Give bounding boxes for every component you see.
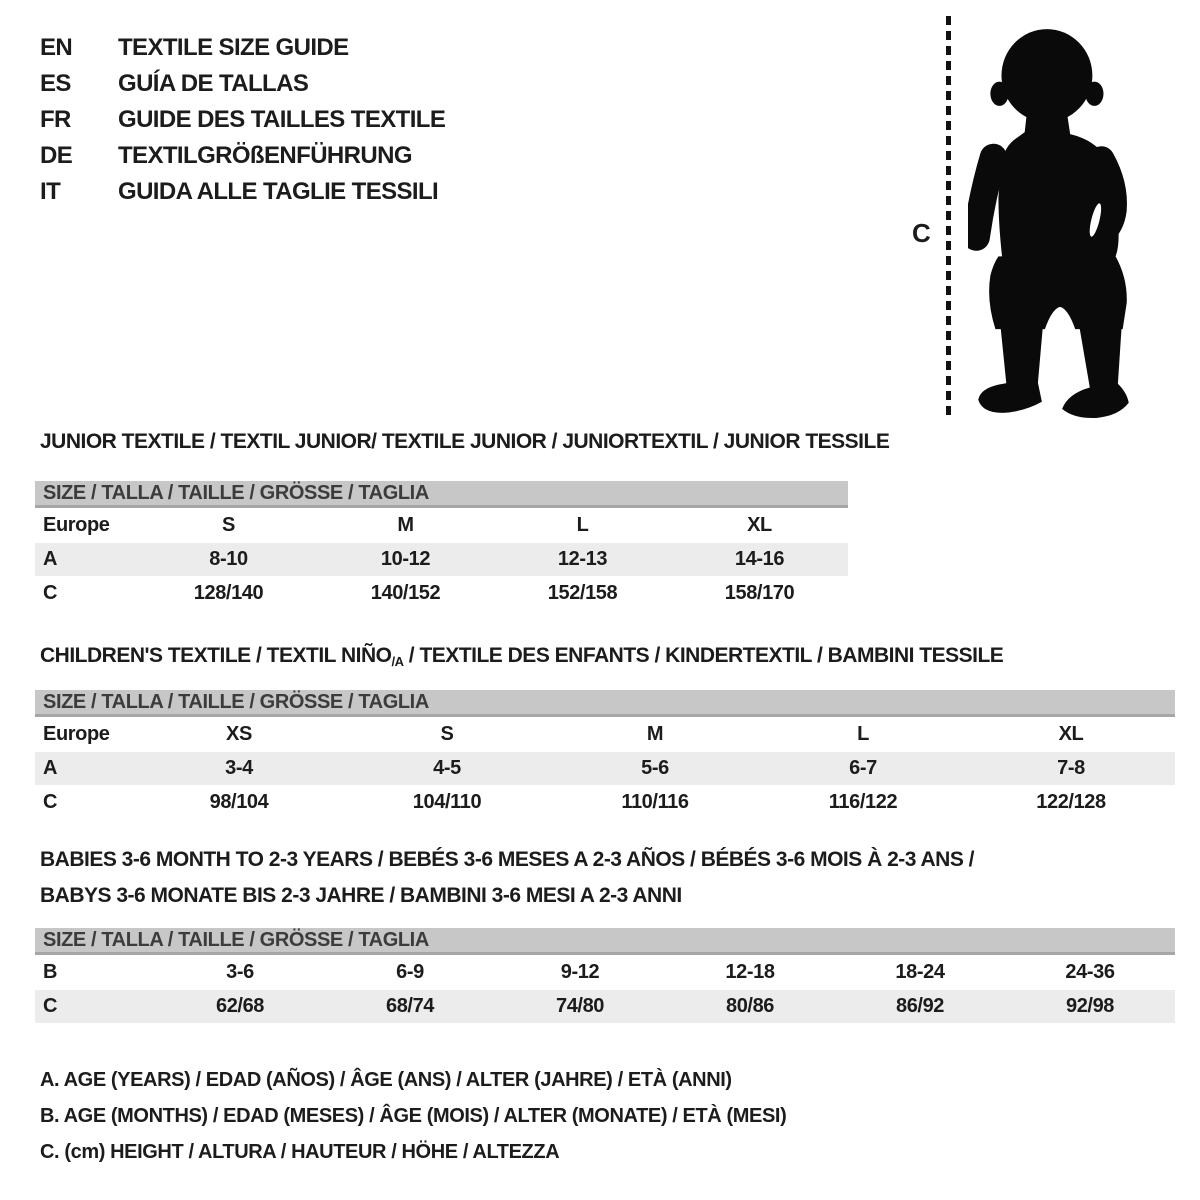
language-code: IT [40, 178, 61, 205]
language-title: TEXTILE SIZE GUIDE [118, 34, 349, 61]
height-cell: 80/86 [725, 995, 775, 1017]
size-cell: M [397, 514, 414, 536]
footnote-c: C. (cm) HEIGHT / ALTURA / HAUTEUR / HÖHE / ALTEZZA [40, 1141, 560, 1163]
language-row [40, 102, 445, 138]
size-cell: L [857, 723, 869, 745]
footnote-b: B. AGE (MONTHS) / EDAD (MESES) / ÂGE (MOIS) / ALTER (MONATE) / ETÀ (MESI) [40, 1105, 787, 1127]
footnote-a: A. AGE (YEARS) / EDAD (AÑOS) / ÂGE (ANS) / ALTER (JAHRE) / ETÀ (ANNI) [40, 1069, 732, 1091]
height-cell: 128/140 [193, 582, 264, 604]
age-cell: 7-8 [1057, 757, 1085, 779]
height-cell: 104/110 [412, 791, 482, 813]
toddler-silhouette-image [968, 18, 1140, 422]
language-code: FR [40, 106, 71, 133]
row-label: A [43, 548, 58, 570]
children-title-post: / TEXTILE DES ENFANTS / KINDERTEXTIL / BAMBINI TESSILE [403, 644, 1004, 667]
language-code: DE [40, 142, 73, 169]
age-cell: 10-12 [380, 548, 431, 570]
language-row [40, 30, 445, 66]
age-cell: 14-16 [734, 548, 785, 570]
row-label: C [43, 582, 58, 604]
row-label: B [43, 961, 58, 983]
age-cell: 12-13 [557, 548, 608, 570]
row-label: Europe [43, 514, 110, 536]
age-cell: 4-5 [433, 757, 461, 779]
size-cell: XL [747, 514, 772, 536]
height-cell: 74/80 [555, 995, 605, 1017]
babies-size-header-bar: SIZE / TALLA / TAILLE / GRÖSSE / TAGLIA [35, 928, 1175, 955]
height-cell: 62/68 [215, 995, 265, 1017]
age-cell: 3-4 [225, 757, 253, 779]
row-label: A [43, 757, 58, 779]
babies-title-line2: BABYS 3-6 MONATE BIS 2-3 JAHRE / BAMBINI 3-6 MESI A 2-3 ANNI [40, 884, 682, 907]
language-title: GUIDE DES TAILLES TEXTILE [118, 106, 446, 133]
size-cell: XS [226, 723, 252, 745]
table-row-age [35, 752, 1175, 785]
language-title: GUÍA DE TALLAS [118, 70, 309, 97]
row-label: C [43, 995, 58, 1017]
size-cell: XL [1058, 723, 1084, 745]
height-cell: 92/98 [1065, 995, 1115, 1017]
age-cell: 6-7 [849, 757, 877, 779]
babies-section-title [40, 842, 974, 914]
language-row [40, 138, 445, 174]
height-cell: 116/122 [828, 791, 898, 813]
height-cell: 98/104 [209, 791, 269, 813]
children-size-header-bar: SIZE / TALLA / TAILLE / GRÖSSE / TAGLIA [35, 690, 1175, 717]
table-row-age-months [35, 956, 1175, 989]
age-cell: 8-10 [209, 548, 248, 570]
children-section-title [40, 644, 1003, 669]
height-cell: 140/152 [370, 582, 441, 604]
language-title: TEXTILGRÖßENFÜHRUNG [118, 142, 412, 169]
months-cell: 9-12 [560, 961, 600, 983]
size-cell: S [222, 514, 235, 536]
children-title-pre: CHILDREN'S TEXTILE / TEXTIL NIÑO [40, 644, 392, 667]
age-cell: 5-6 [641, 757, 669, 779]
row-label: Europe [43, 723, 110, 745]
junior-section-title: JUNIOR TEXTILE / TEXTIL JUNIOR/ TEXTILE JUNIOR / JUNIORTEXTIL / JUNIOR TESSILE [40, 430, 890, 453]
height-cell: 152/158 [547, 582, 618, 604]
junior-size-header-bar: SIZE / TALLA / TAILLE / GRÖSSE / TAGLIA [35, 481, 848, 508]
babies-size-table [35, 928, 1175, 1023]
height-cell: 158/170 [724, 582, 795, 604]
height-cell: 86/92 [895, 995, 945, 1017]
babies-title-line1: BABIES 3-6 MONTH TO 2-3 YEARS / BEBÉS 3-6 MESES A 2-3 AÑOS / BÉBÉS 3-6 MOIS À 2-3 ANS / [40, 848, 975, 871]
table-row-height [35, 786, 1175, 819]
junior-size-table [35, 481, 848, 610]
months-cell: 6-9 [396, 961, 424, 983]
legend-footnotes [40, 1062, 786, 1170]
height-cell: 110/116 [621, 791, 689, 813]
months-cell: 3-6 [226, 961, 254, 983]
language-title-list [40, 30, 445, 210]
table-row-europe [35, 509, 848, 542]
months-cell: 18-24 [895, 961, 945, 983]
row-label: C [43, 791, 58, 813]
children-title-sub: /A [391, 654, 404, 669]
height-cell: 122/128 [1036, 791, 1106, 813]
language-code: ES [40, 70, 71, 97]
months-cell: 24-36 [1065, 961, 1115, 983]
height-cell: 68/74 [385, 995, 435, 1017]
table-row-height [35, 990, 1175, 1023]
height-measure-label: C [912, 218, 931, 248]
months-cell: 12-18 [725, 961, 775, 983]
height-measure-dashed-line [946, 16, 951, 420]
language-row [40, 66, 445, 102]
table-row-age [35, 543, 848, 576]
size-cell: M [646, 723, 664, 745]
language-code: EN [40, 34, 73, 61]
table-row-height [35, 577, 848, 610]
language-title: GUIDA ALLE TAGLIE TESSILI [118, 178, 439, 205]
size-cell: S [440, 723, 454, 745]
table-row-europe [35, 718, 1175, 751]
size-cell: L [576, 514, 589, 536]
language-row [40, 174, 445, 210]
children-size-table [35, 690, 1175, 819]
